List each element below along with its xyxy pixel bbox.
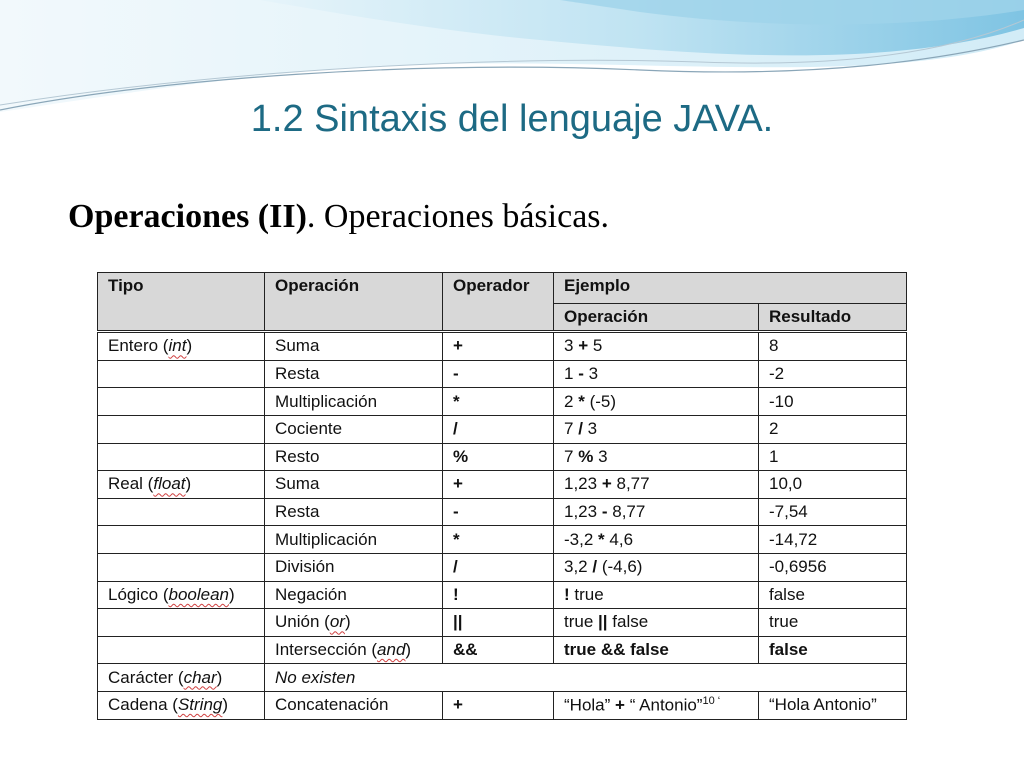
type-cell xyxy=(98,415,265,443)
example-cell xyxy=(554,443,759,471)
header-ejemplo: Ejemplo xyxy=(554,273,907,304)
type-label: Entero ( xyxy=(108,336,169,356)
operation-keyword: or xyxy=(329,612,345,632)
example-operator: + xyxy=(578,336,589,356)
type-cell xyxy=(98,471,265,499)
operation-cell: Resta xyxy=(265,498,443,526)
example-right: 4,6 xyxy=(609,529,634,549)
example-left: -3,2 xyxy=(564,529,594,549)
type-keyword: float xyxy=(153,474,186,494)
operator-cell: * xyxy=(443,388,554,416)
type-label: Real ( xyxy=(108,474,154,494)
operator-cell: / xyxy=(443,415,554,443)
example-operator: / xyxy=(578,419,583,439)
type-cell xyxy=(98,691,265,719)
operator-cell: / xyxy=(443,553,554,581)
type-cell xyxy=(98,332,265,361)
type-paren: ) xyxy=(186,336,193,356)
table-row xyxy=(98,498,907,526)
slide-title: 1.2 Sintaxis del lenguaje JAVA. xyxy=(250,98,774,140)
table-body xyxy=(98,332,907,719)
table-row xyxy=(98,581,907,609)
operation-cell xyxy=(265,636,443,664)
operation-label: No existen xyxy=(275,667,356,687)
type-cell xyxy=(98,581,265,609)
type-cell xyxy=(98,388,265,416)
result-cell: true xyxy=(759,609,907,637)
table-row xyxy=(98,553,907,581)
example-left: 7 xyxy=(564,446,574,466)
type-paren: ) xyxy=(222,695,229,715)
example-left: true xyxy=(564,612,594,632)
type-cell xyxy=(98,360,265,388)
example-left: 3,2 xyxy=(564,557,588,577)
subtitle-rest: . Operaciones básicas. xyxy=(306,198,610,235)
operation-cell: Cociente xyxy=(265,415,443,443)
example-operator: + xyxy=(615,695,625,715)
type-keyword: String xyxy=(177,695,223,715)
operator-cell: - xyxy=(443,360,554,388)
result-cell: -14,72 xyxy=(759,526,907,554)
example-cell xyxy=(554,581,759,609)
example-cell xyxy=(554,526,759,554)
operation-cell: Multiplicación xyxy=(265,388,443,416)
example-left: 3 xyxy=(564,336,574,356)
example-right: (-4,6) xyxy=(601,557,643,577)
example-cell xyxy=(554,609,759,637)
example-cell xyxy=(554,388,759,416)
operation-cell xyxy=(265,664,907,692)
operation-cell: Suma xyxy=(265,471,443,499)
header-operador: Operador xyxy=(443,273,554,332)
table-row xyxy=(98,691,907,719)
example-left: 2 xyxy=(564,391,574,411)
example-right: true xyxy=(574,584,604,604)
example-left: 7 xyxy=(564,419,574,439)
operation-cell: Negación xyxy=(265,581,443,609)
example-right: 8,77 xyxy=(616,474,650,494)
example-cell xyxy=(554,360,759,388)
example-left: “Hola” xyxy=(564,695,611,715)
table-row xyxy=(98,664,907,692)
operator-cell: ! xyxy=(443,581,554,609)
operations-table xyxy=(97,272,907,720)
table-row xyxy=(98,388,907,416)
example-right: 5 xyxy=(592,336,603,356)
header-ejemplo-resultado: Resultado xyxy=(759,303,907,332)
operator-cell: - xyxy=(443,498,554,526)
type-paren: ) xyxy=(185,474,192,494)
operation-cell: Resta xyxy=(265,360,443,388)
operator-cell: + xyxy=(443,471,554,499)
operation-cell: Suma xyxy=(265,332,443,361)
result-cell: -10 xyxy=(759,388,907,416)
example-operator: || xyxy=(598,612,608,632)
slide-subtitle xyxy=(68,198,609,236)
operator-cell: * xyxy=(443,526,554,554)
operation-cell: Concatenación xyxy=(265,691,443,719)
type-cell xyxy=(98,498,265,526)
result-cell: 10,0 xyxy=(759,471,907,499)
subtitle-bold: Operaciones (II) xyxy=(68,198,307,235)
type-keyword: boolean xyxy=(168,584,229,604)
table-row xyxy=(98,360,907,388)
example-right: 3 xyxy=(598,446,608,466)
example-right: false xyxy=(612,612,649,632)
result-cell: -0,6956 xyxy=(759,553,907,581)
example-right: “ Antonio” xyxy=(629,695,703,715)
example-cell xyxy=(554,415,759,443)
example-right: 8,77 xyxy=(612,502,646,522)
type-cell xyxy=(98,443,265,471)
operation-paren: ) xyxy=(405,640,412,660)
table-row xyxy=(98,443,907,471)
type-label: Lógico ( xyxy=(108,584,169,604)
type-cell xyxy=(98,526,265,554)
operation-label: Unión ( xyxy=(275,612,330,632)
result-cell: false xyxy=(759,581,907,609)
result-cell: “Hola Antonio” xyxy=(759,691,907,719)
example-operator: - xyxy=(578,364,584,384)
operator-cell: + xyxy=(443,332,554,361)
example-cell xyxy=(554,471,759,499)
example-operator: / xyxy=(592,557,598,577)
table-row xyxy=(98,609,907,637)
operation-cell: División xyxy=(265,553,443,581)
header-ejemplo-operacion: Operación xyxy=(554,303,759,332)
type-paren: ) xyxy=(229,584,235,604)
operator-cell: || xyxy=(443,609,554,637)
example-operator: * xyxy=(578,391,585,411)
result-cell: 1 xyxy=(759,443,907,471)
type-label: Carácter ( xyxy=(108,667,184,687)
example-right: 3 xyxy=(587,419,598,439)
type-keyword: int xyxy=(168,336,187,356)
header-operacion: Operación xyxy=(265,273,443,332)
type-cell xyxy=(98,609,265,637)
header-tipo: Tipo xyxy=(98,273,265,332)
result-cell: -7,54 xyxy=(759,498,907,526)
type-paren: ) xyxy=(216,667,223,687)
result-cell: 2 xyxy=(759,415,907,443)
operator-cell: && xyxy=(443,636,554,664)
example-operator: - xyxy=(601,502,608,522)
example-right: (-5) xyxy=(589,391,617,411)
example-left: 1,23 xyxy=(564,502,598,522)
type-cell xyxy=(98,636,265,664)
type-cell xyxy=(98,664,265,692)
operation-paren: ) xyxy=(344,612,351,632)
example-cell: true && false xyxy=(554,636,759,664)
operation-keyword: and xyxy=(377,640,406,660)
type-keyword: char xyxy=(183,667,217,687)
example-footnote: 10 ‘ xyxy=(702,694,721,707)
example-cell xyxy=(554,332,759,361)
example-cell xyxy=(554,553,759,581)
example-left: 1 xyxy=(564,364,574,384)
type-label: Cadena ( xyxy=(108,695,178,715)
operator-cell: % xyxy=(443,443,554,471)
table-row xyxy=(98,471,907,499)
example-operator: ! xyxy=(564,584,570,604)
example-cell xyxy=(554,691,759,719)
example-operator: % xyxy=(578,446,594,466)
operation-cell: Multiplicación xyxy=(265,526,443,554)
operator-cell: + xyxy=(443,691,554,719)
result-cell: false xyxy=(759,636,907,664)
result-cell: -2 xyxy=(759,360,907,388)
example-cell xyxy=(554,498,759,526)
table-row xyxy=(98,636,907,664)
operation-label: Intersección ( xyxy=(275,640,378,660)
table-row xyxy=(98,526,907,554)
table-header xyxy=(98,273,907,332)
operation-cell: Resto xyxy=(265,443,443,471)
example-left: 1,23 xyxy=(564,474,598,494)
example-right: 3 xyxy=(588,364,599,384)
table-row xyxy=(98,415,907,443)
example-operator: * xyxy=(598,529,605,549)
type-cell xyxy=(98,553,265,581)
operation-cell xyxy=(265,609,443,637)
example-operator: + xyxy=(601,474,612,494)
table-row xyxy=(98,332,907,361)
result-cell: 8 xyxy=(759,332,907,361)
